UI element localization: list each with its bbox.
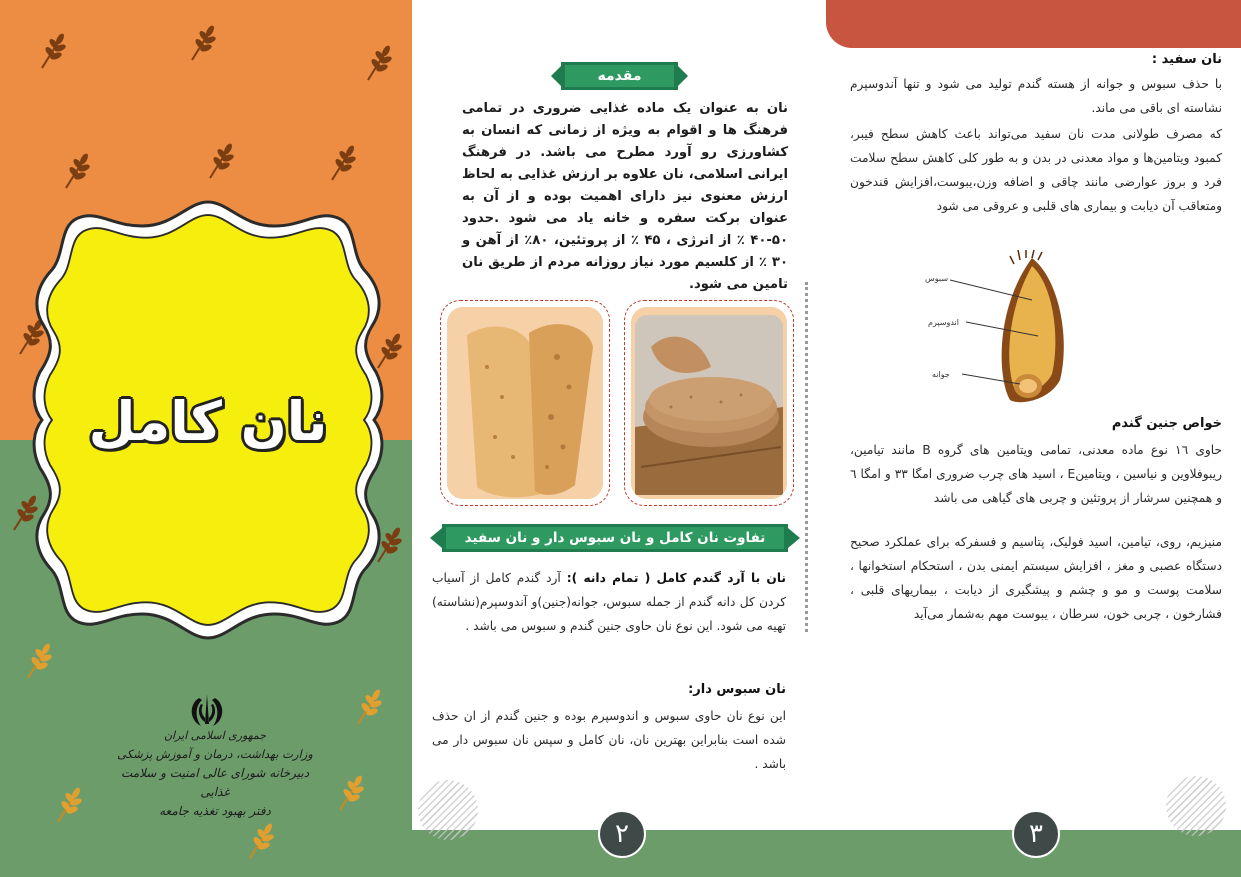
wheat-icon (204, 140, 240, 180)
white-bread-text-1: با حذف سبوس و جوانه از هسته گندم تولید می شود و تنها آندوسپرم نشاسته ای باقی می ماند. (850, 77, 1222, 115)
page-number-2: ۲ (598, 810, 646, 858)
germ-heading: خواص جنین گندم (1111, 416, 1222, 431)
wheat-icon (244, 820, 280, 860)
cover-panel (0, 0, 412, 877)
org-line: دفتر بهبود تغذیه جامعه (159, 804, 271, 818)
bread-photo-frame (440, 300, 610, 506)
wheat-icon (60, 150, 96, 190)
emblem-icon (185, 690, 229, 730)
wheat-icon (186, 22, 222, 62)
white-bread-text-2: که مصرف طولانی مدت نان سفید می‌تواند باعث کاهش سطح فیبر، کمبود ویتامین‌ها و مواد معدنی در بدن و به طور کلی کاهش سطح سلامت فرد و بروز عوارضی مانند چاقی و اضافه وزن،یبوست،افزایش قندخون ومتعاقب آن دیابت و بیماری های قلبی و عروقی می شود (850, 127, 1222, 213)
grain-label-germ: جوانه (932, 370, 950, 379)
wheat-icon (52, 784, 88, 824)
bread-photo-frame (624, 300, 794, 506)
intro-title: مقدمه (597, 68, 642, 84)
intro-paragraph: نان به عنوان یک ماده غذایی ضروری در تمامی فرهنگ ها و اقوام به ویژه از زمانی که انسان به کشاورزی رو آورد مطرح می باشد. در فرهنگ ایرانی اسلامی، نان علاوه بر ارزش غذایی به لحاظ ارزش معنوی نیز دارای اهمیت بوده و از آن به عنوان برکت سفره و خانه یاد می شود .حدود ۵۰-۴۰ ٪ از انرژی ، ۴۵ ٪ از پروتئین، ۸۰٪ از آهن و ۳۰ ٪ از کلسیم مورد نیاز روزانه مردم از طریق نان تامین می شود. (462, 101, 788, 292)
white-bread-heading: نان سفید : (1151, 52, 1222, 67)
whole-wheat-heading: نان با آرد گندم کامل ( تمام دانه ): (566, 571, 786, 585)
bran-bread-text: این نوع نان حاوی سبوس و اندوسپرم بوده و جنین گندم از ان حذف شده است بنابراین بهترین نان، نان کامل و سپس نان سبوس دار می باشد . (432, 709, 786, 771)
bread-photo (447, 307, 603, 499)
organization-credits (110, 726, 320, 821)
hatch-decoration (418, 780, 478, 840)
wheat-icon (334, 772, 370, 812)
bread-photo (631, 307, 787, 499)
dotted-divider (805, 282, 808, 632)
wheat-icon (352, 686, 388, 726)
cover-title: نان کامل (88, 390, 328, 453)
wheat-icon (22, 640, 58, 680)
hatch-decoration (1166, 776, 1226, 836)
bran-bread-heading: نان سبوس دار: (688, 682, 786, 697)
page-number-3: ۳ (1012, 810, 1060, 858)
whole-wheat-text: آرد گندم کامل از آسیاب کردن کل دانه گندم از جمله سبوس، جوانه(جنین)و آندوسپرم(نشاسته) تهیه می شود. این نوع نان حاوی جنین گندم و سبوس می باشد . (432, 571, 786, 633)
difference-title: تفاوت نان کامل و نان سبوس دار و نان سفید (464, 530, 766, 546)
whole-wheat-paragraph (432, 566, 786, 638)
difference-ribbon (430, 524, 800, 552)
top-red-tab (826, 0, 1241, 48)
grain-label-bran: سبوس (925, 274, 949, 283)
bottom-green-strip (412, 830, 1241, 877)
intro-ribbon (551, 62, 688, 90)
wheat-icon (362, 42, 398, 82)
grain-label-endosperm: اندوسپرم (928, 318, 959, 327)
wheat-icon (326, 142, 362, 182)
org-line: دبیرخانه شورای عالی امنیت و سلامت غذایی (120, 766, 310, 799)
wheat-icon (36, 30, 72, 70)
org-line: جمهوری اسلامی ایران (163, 729, 267, 742)
org-line: وزارت بهداشت، درمان و آموزش پزشکی (117, 747, 313, 761)
germ-text-2: منیزیم، روی، تیامین، اسید فولیک، پتاسیم و فسفرکه برای عملکرد صحیح دستگاه عصبی و مغز ، افزایش سیستم ایمنی بدن ، استحکام استخوانها ، سلامت پوست و مو و چشم و پیشگیری از دیابت ، بیماریهای قلبی ، فشارخون ، چربی خون، سرطان ، یبوست مهم به‌شمار می‌آید (850, 535, 1222, 621)
germ-text-1: حاوی ١٦ نوع ماده معدنی، تمامی ویتامین های گروه B مانند تیامین، ریبوفلاوین و نیاسین ، ویتامینE ، اسید های چرب ضروری امگا ۳۳ و امگا ٦ و همچنین سرشار از پروتئین و چربی های گیاهی می باشد (850, 443, 1222, 505)
